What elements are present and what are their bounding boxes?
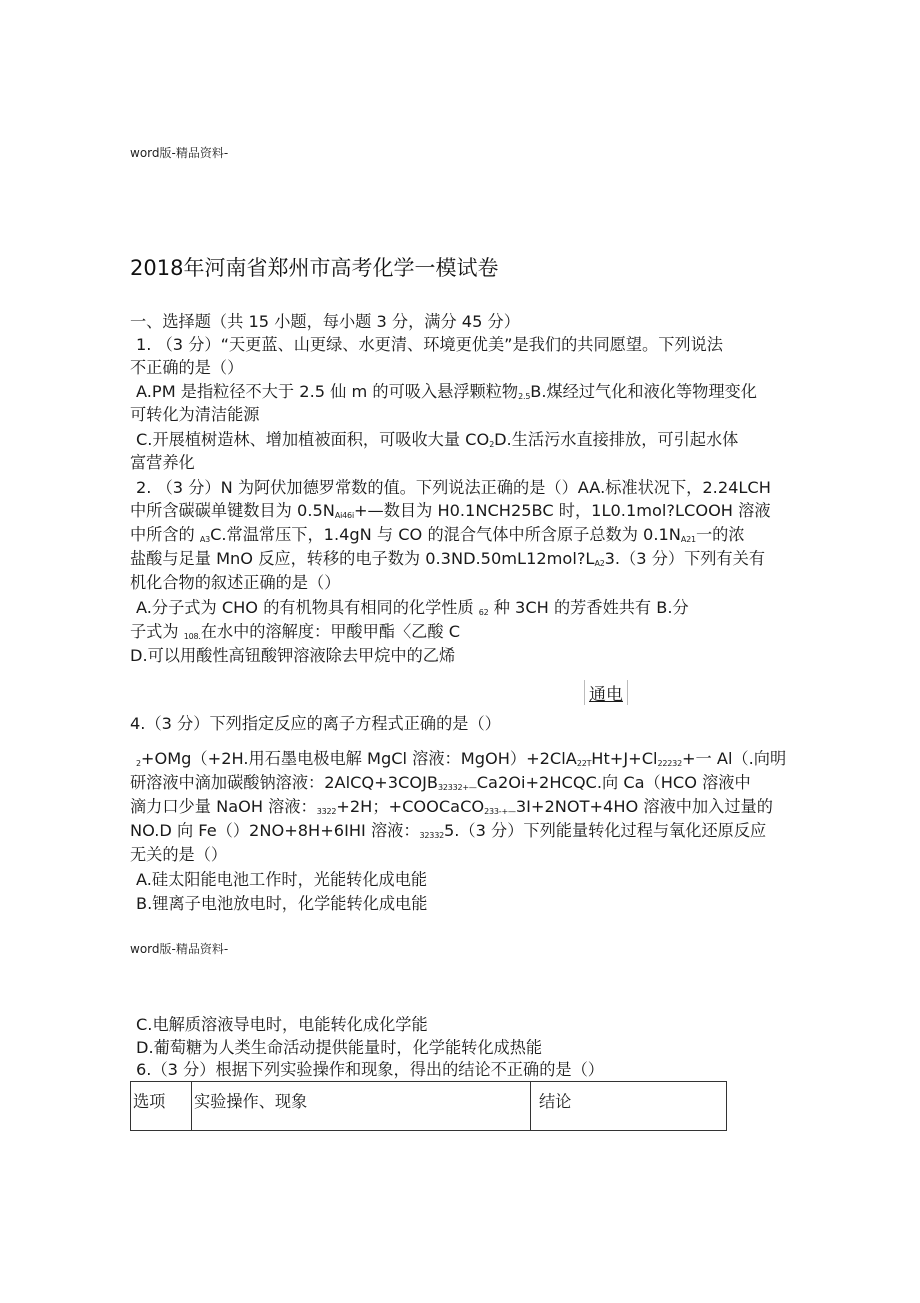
q5-line-2: 无关的是（）: [130, 845, 228, 864]
q3-a-sub: 62: [478, 608, 489, 617]
q5-option-a: A.硅太阳能电池工作时，光能转化成电能: [136, 870, 428, 889]
q4-line-5: [130, 819, 766, 845]
q6-table: [130, 1081, 727, 1131]
q4-l4-sub2: 233-+—: [484, 807, 516, 816]
q1-a-sub: 2.5: [518, 392, 531, 401]
q1-c-text: C.开展植树造林、增加植被面积，可吸收大量 CO: [136, 430, 490, 449]
q3-l3-b: 在水中的溶解度：甲酸甲酯〈乙酸 C: [200, 622, 460, 641]
q3-option-ab: [136, 596, 689, 622]
q4-l5-a: NO.D 向 Fe（）2NO+8H+6IHI 溶液：: [130, 821, 420, 840]
q4-l2-sub3: 22232: [657, 759, 682, 768]
q1-line-6: 富营养化: [130, 453, 195, 472]
q5-option-c: C.电解质溶液导电时，电能转化成化学能: [136, 1015, 428, 1034]
q2-line-3: [130, 523, 745, 549]
electrolysis-label: 通电: [584, 680, 628, 705]
q1-line-4: 可转化为清洁能源: [130, 405, 260, 424]
q3-option-d: D.可以用酸性高钮酸钾溶液除去甲烷中的乙烯: [130, 646, 456, 665]
table-header-option: 选项: [131, 1082, 192, 1131]
q2-l3-sub1: A3: [199, 535, 211, 544]
q2-line-1: 2. （3 分）N 为阿伏加德罗常数的值。下列说法正确的是（）AA.标准状况下，2.24LCH: [136, 478, 771, 497]
q2-l3-a: 中所含的: [130, 525, 200, 544]
q1-b-text: B.煤经过气化和液化等物理变化: [530, 382, 757, 401]
q4-l4-c: 3I+2NOT+4HO 溶液中加入过量的: [515, 797, 773, 816]
q2-l3-b: C.常温常压下，1.4gN 与 CO 的混合气体中所含原子总数为 0.1N: [210, 525, 681, 544]
table-header-conclusion: 结论: [531, 1082, 727, 1131]
q4-l2-b: Ht+J+Cl: [591, 749, 658, 768]
q2-l2-sub: Ai46i: [334, 511, 354, 520]
q4-l3-b: Ca2Oi+2HCQC.向 Ca（HCO 溶液中: [476, 773, 751, 792]
q2-l4-sub: A2: [594, 559, 605, 568]
table-header-row: [131, 1082, 727, 1131]
q4-line-3: [130, 771, 751, 797]
q2-line-4: [130, 547, 765, 573]
q4-l4-b: +2H；+COOCaCO: [336, 797, 485, 816]
q1-line-2: 不正确的是（）: [130, 358, 244, 377]
q2-l2-a: 中所含碳碳单键数目为 0.5N: [130, 501, 335, 520]
q4-l2-c: +一 Al（.向明: [681, 749, 787, 768]
q4-l3-sub: 32332+—: [437, 783, 477, 792]
q3-l3-a: 子式为: [130, 622, 184, 641]
q6-line-1: 6.（3 分）根据下列实验操作和现象，得出的结论不正确的是（）: [136, 1058, 632, 1082]
q1-c-sub: 2: [489, 440, 495, 449]
q1-d-text: D.生活污水直接排放，可引起水体: [494, 430, 739, 449]
q2-l4-b: 3.（3 分）下列有关有: [604, 549, 766, 568]
q2-l3-c: 一的浓: [695, 525, 745, 544]
q4-l2-sub1: 2: [136, 759, 141, 768]
section-heading: 一、选择题（共 15 小题，每小题 3 分，满分 45 分）: [130, 312, 520, 331]
q4-l5-b: 5.（3 分）下列能量转化过程与氧化还原反应: [443, 821, 767, 840]
q1-a-text: A.PM 是指粒径不大于 2.5 仙 m 的可吸入悬浮颗粒物: [136, 382, 519, 401]
page-header: word版-精品资料-: [130, 146, 229, 160]
q4-l5-sub: 32332: [419, 831, 444, 840]
page-header-2: word版-精品资料-: [130, 942, 229, 956]
q1-line-1: 1. （3 分）“天更蓝、山更绿、水更清、环境更优美”是我们的共同愿望。下列说法: [136, 335, 723, 354]
q3-line-3: [130, 620, 460, 646]
q3-line-1: 机化合物的叙述正确的是（）: [130, 573, 341, 592]
q4-l4-a: 滴力口少量 NaOH 溶液：: [130, 797, 317, 816]
q2-l4-a: 盐酸与足量 MnO 反应，转移的电子数为 0.3ND.50mL12mol?L: [130, 549, 595, 568]
q2-l2-b: +—数目为 H0.1NCH25BC 时，1L0.1mol?LCOOH 溶液: [353, 501, 771, 520]
q4-l3-a: 研溶液中滴加碳酸钠溶液：2AlCQ+3COJB: [130, 773, 438, 792]
q4-line-1: 4.（3 分）下列指定反应的离子方程式正确的是（）: [130, 714, 501, 733]
q2-line-2: [130, 499, 771, 525]
table-header-operation: 实验操作、现象: [192, 1082, 531, 1131]
q4-l2-sub2: 22T: [576, 759, 592, 768]
q1-option-cd: [136, 428, 738, 454]
q3-b-text: 种 3CH 的芳香姓共有 B.分: [488, 598, 689, 617]
q2-l3-sub2: A21: [680, 535, 696, 544]
q3-a-text: A.分子式为 CHO 的有机物具有相同的化学性质: [136, 598, 479, 617]
q5-option-d: D.葡萄糖为人类生命活动提供能量时，化学能转化成热能: [136, 1038, 543, 1057]
q3-l3-sub: 108.: [183, 632, 201, 641]
q4-line-2: [136, 747, 786, 773]
q4-line-4: [130, 795, 773, 821]
document-title: 2018年河南省郑州市高考化学一模试卷: [130, 256, 499, 280]
q4-l4-sub1: 3322: [316, 807, 337, 816]
q4-l2-a: +OMg（+2H.用石墨电极电解 MgCl 溶液：MgOH）+2ClA: [140, 749, 577, 768]
q5-option-b: B.锂离子电池放电时，化学能转化成电能: [136, 894, 428, 913]
